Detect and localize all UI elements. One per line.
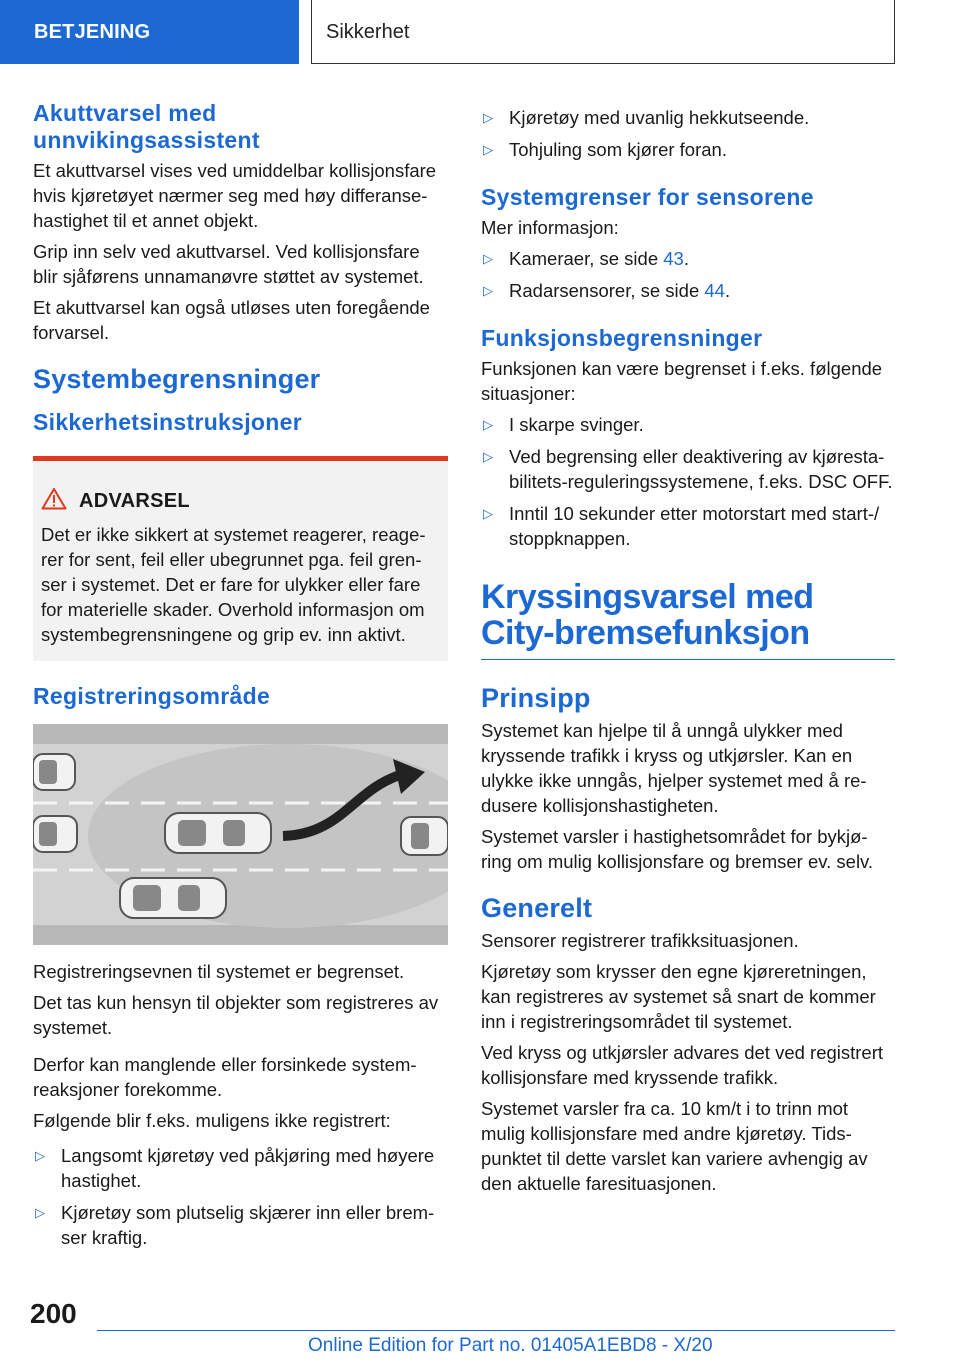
list-item: ▷ Kjøretøy som plutselig skjærer inn eller brem-ser kraftig. [35,1202,435,1248]
warning-triangle-icon [41,487,67,516]
warning-label: ADVARSEL [79,490,190,512]
footer-divider [97,1330,895,1331]
heading-funksjonsbegrensninger: Funksjonsbegrensninger [481,325,763,351]
page-link[interactable]: 43 [663,248,684,269]
paragraph: Systemet kan hjelpe til å unngå ulykker med kryssende trafikk i kryss og utkjørsler. Kan en ulykke ikke unngås, hjelper systemet med å re-dusere kollisjonshastigheten. [481,720,867,816]
triangle-bullet-icon: ▷ [483,417,493,432]
detection-range-illustration [33,724,448,945]
paragraph: Funksjonen kan være begrenset i f.eks. følgende situasjoner: [481,358,883,404]
paragraph: Mer informasjon: [481,217,619,238]
paragraph: Kjøretøy som krysser den egne kjøreretningen, kan registreres av systemet så snart de kommer inn i registreringsområdet til systemet. [481,961,876,1032]
heading-prinsipp: Prinsipp [481,683,591,713]
triangle-bullet-icon: ▷ [483,110,493,125]
list-item: ▷ Kameraer, se side 43. [483,248,689,269]
list-item: ▷ Langsomt kjøretøy ved påkjøring med høyere hastighet. [35,1145,435,1191]
section-divider [481,659,895,660]
paragraph: Et akuttvarsel kan også utløses uten foregående forvarsel. [33,297,430,343]
bullet-list [481,105,895,162]
chapter-tab[interactable]: Sikkerhet [311,0,895,64]
section-tab[interactable]: BETJENING [0,0,299,64]
triangle-bullet-icon: ▷ [483,283,493,298]
paragraph: Derfor kan manglende eller forsinkede system-reaksjoner forekomme. [33,1054,417,1100]
warning-box [33,456,448,661]
paragraph: Sensorer registrerer trafikksituasjonen. [481,930,799,951]
heading-kryssingsvarsel: Kryssingsvarsel med City-bremsefunksjon [481,578,814,652]
page-link[interactable]: 44 [704,280,725,301]
paragraph: Et akuttvarsel vises ved umiddelbar kollisjonsfare hvis kjøretøyet nærmer seg med høy differanse-hastighet til et annet objekt. [33,160,437,231]
triangle-bullet-icon: ▷ [35,1205,45,1220]
triangle-bullet-icon: ▷ [483,506,493,521]
list-item: ▷ Kjøretøy med uvanlig hekkutseende. [483,107,810,128]
bullet-list [481,412,895,551]
list-item: ▷ Tohjuling som kjører foran. [483,139,727,160]
paragraph: Ved kryss og utkjørsler advares det ved registrert kollisjonsfare med kryssende trafikk. [481,1042,884,1088]
heading-registreringsomrade: Registreringsområde [33,683,271,709]
triangle-bullet-icon: ▷ [35,1148,45,1163]
right-column [481,105,895,1202]
heading-systemgrenser: Systemgrenser for sensorene [481,184,814,210]
paragraph: Systemet varsler fra ca. 10 km/t i to trinn mot mulig kollisjonsfare med andre kjøretøy. Tids-punktet til dette varslet kan variere avhengig av den aktuelle faresituasjonen. [481,1098,868,1194]
list-item: ▷ Inntil 10 sekunder etter motorstart med start-/ stoppknappen. [483,503,880,549]
paragraph: Følgende blir f.eks. muligens ikke registrert: [33,1110,391,1131]
triangle-bullet-icon: ▷ [483,449,493,464]
triangle-bullet-icon: ▷ [483,251,493,266]
page-header [0,0,895,64]
heading-akuttvarsel: Akuttvarsel med unnvikingsassistent [33,100,260,153]
list-item: ▷ Ved begrensing eller deaktivering av kjøresta-bilitets-reguleringssystemene, f.eks. DSC OFF. [483,446,893,492]
page-number: 200 [30,1298,77,1329]
paragraph: Det tas kun hensyn til objekter som registreres av systemet. [33,992,439,1038]
paragraph: Systemet varsler i hastighetsområdet for bykjø-ring om mulig kollisjonsfare og bremser ev. selv. [481,826,874,872]
footer-edition: Online Edition for Part no. 01405A1EBD8 - X/20 [308,1335,713,1356]
list-item: ▷ Radarsensorer, se side 44. [483,280,731,301]
warning-text: Det er ikke sikkert at systemet reagerer, reage-rer for sent, feil eller ubegrunnet pga. feil gren-ser i systemet. Det er fare for ulykker eller fare for materielle skader. Overhold informasjon om systembegrensningene og grip ev. inn aktivt. [41,524,426,645]
bullet-list [33,1143,448,1250]
heading-sikkerhetsinstruksjoner: Sikkerhetsinstruksjoner [33,409,302,435]
paragraph: Registreringsevnen til systemet er begrenset. [33,961,405,982]
triangle-bullet-icon: ▷ [483,142,493,157]
heading-generelt: Generelt [481,893,593,923]
warning-title [41,487,440,516]
heading-systembegrensninger: Systembegrensninger [33,364,321,394]
left-column [33,100,448,1257]
bullet-list [481,246,895,303]
list-item: ▷ I skarpe svinger. [483,414,644,435]
paragraph: Grip inn selv ved akuttvarsel. Ved kollisjonsfare blir sjåførens unnamanøvre støttet av systemet. [33,241,424,287]
